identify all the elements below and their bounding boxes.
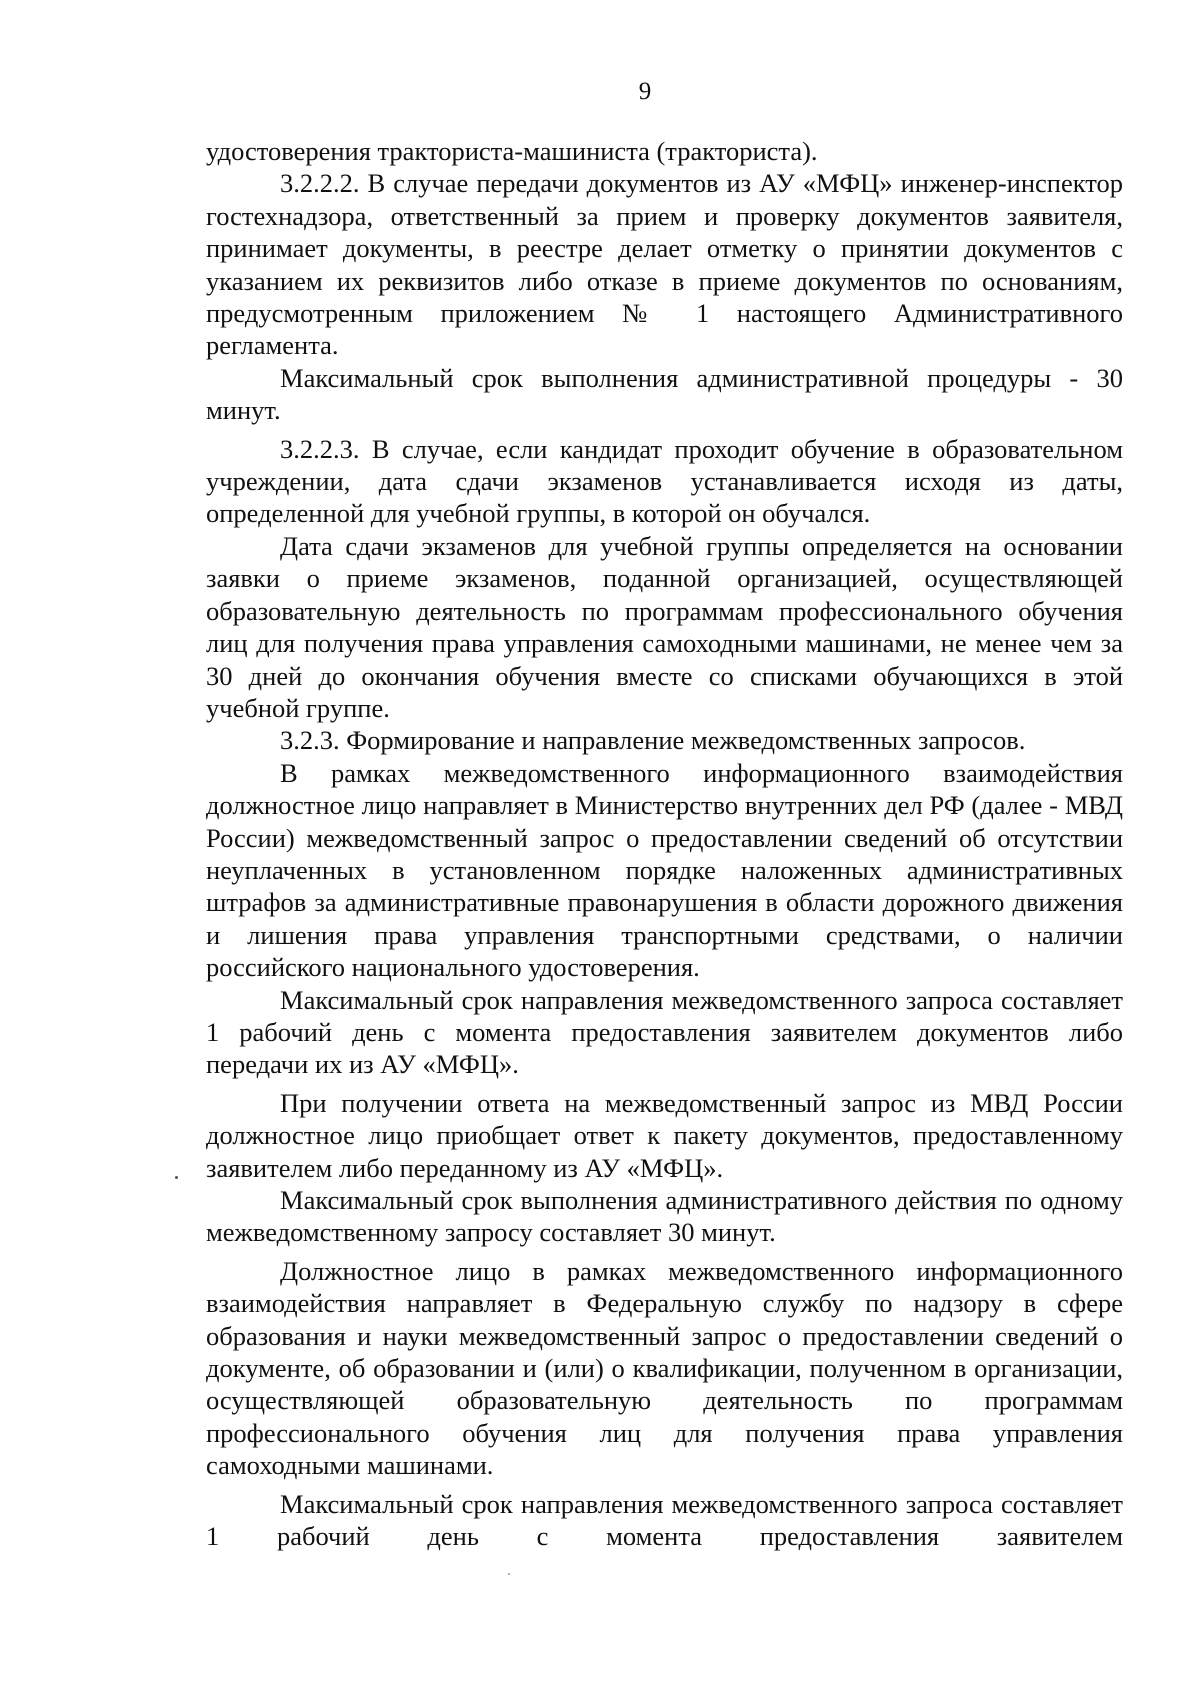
scan-speck <box>508 1573 510 1575</box>
paragraph-continuation: удостоверения тракториста-машиниста (тракториста). <box>206 136 818 166</box>
paragraph-max-term-request-2: Максимальный срок направления межведомственного запроса составляет 1 рабочий день с момента предоставления заявителем <box>206 1488 1123 1552</box>
paragraph-3-2-3-heading: 3.2.3. Формирование и направление межведомственных запросов. <box>280 725 1026 756</box>
document-body <box>206 135 1123 1552</box>
paragraph-3-2-2-2: 3.2.2.2. В случае передачи документов из АУ «МФЦ» инженер-инспектор гостехнадзора, ответственный за прием и проверку документов заявителя, принимает документы, в реестре делает отметку о принятии документов с указанием их реквизитов либо отказе в приеме документов по основаниям, предусмотренным приложением № 1 настоящего Административного регламента. <box>206 168 1123 361</box>
paragraph-mvd-response: При получении ответа на межведомственный запрос из МВД России должностное лицо приобщает ответ к пакету документов, предоставленному заявителем либо переданному из АУ «МФЦ». <box>206 1087 1123 1183</box>
paragraph-mvd-request: В рамках межведомственного информационного взаимодействия должностное лицо направляет в Министерство внутренних дел РФ (далее - МВД России) межведомственный запрос о предоставлении сведений об отсутствии неуплаченных в установленном порядке наложенных административных штрафов за административные правонарушения в области дорожного движения и лишения права управления транспортными средствами, о наличии российского национального удостоверения. <box>206 757 1123 983</box>
page-number: 9 <box>638 78 652 105</box>
paragraph-max-term-action: Максимальный срок выполнения административного действия по одному межведомственному запросу составляет 30 минут. <box>206 1185 1123 1248</box>
paragraph-max-term-procedure: Максимальный срок выполнения административной процедуры - 30 минут. <box>206 362 1123 426</box>
paragraph-max-term-request: Максимальный срок направления межведомственного запроса составляет 1 рабочий день с момента предоставления заявителем документов либо передачи их из АУ «МФЦ». <box>206 984 1123 1080</box>
paragraph-exam-date: Дата сдачи экзаменов для учебной группы определяется на основании заявки о приеме экзаменов, поданной организацией, осуществляющей образовательную деятельность по программам профессионального обучения лиц для получения права управления самоходными машинами, не менее чем за 30 дней до окончания обучения вместе со списками обучающихся в этой учебной группе. <box>206 530 1123 723</box>
paragraph-3-2-2-3: 3.2.2.3. В случае, если кандидат проходит обучение в образовательном учреждении, дата сдачи экзаменов устанавливается исходя из даты, определенной для учебной группы, в которой он обучался. <box>206 433 1123 529</box>
scan-speck <box>175 1176 178 1179</box>
paragraph-rosobrnadzor-request: Должностное лицо в рамках межведомственного информационного взаимодействия направляет в Федеральную службу по надзору в сфере образования и науки межведомственный запрос о предоставлении сведений о документе, об образовании и (или) о квалификации, полученном в организации, осуществляющей образовательную деятельность по программам профессионального обучения лиц для получения права управления самоходными машинами. <box>206 1255 1123 1481</box>
